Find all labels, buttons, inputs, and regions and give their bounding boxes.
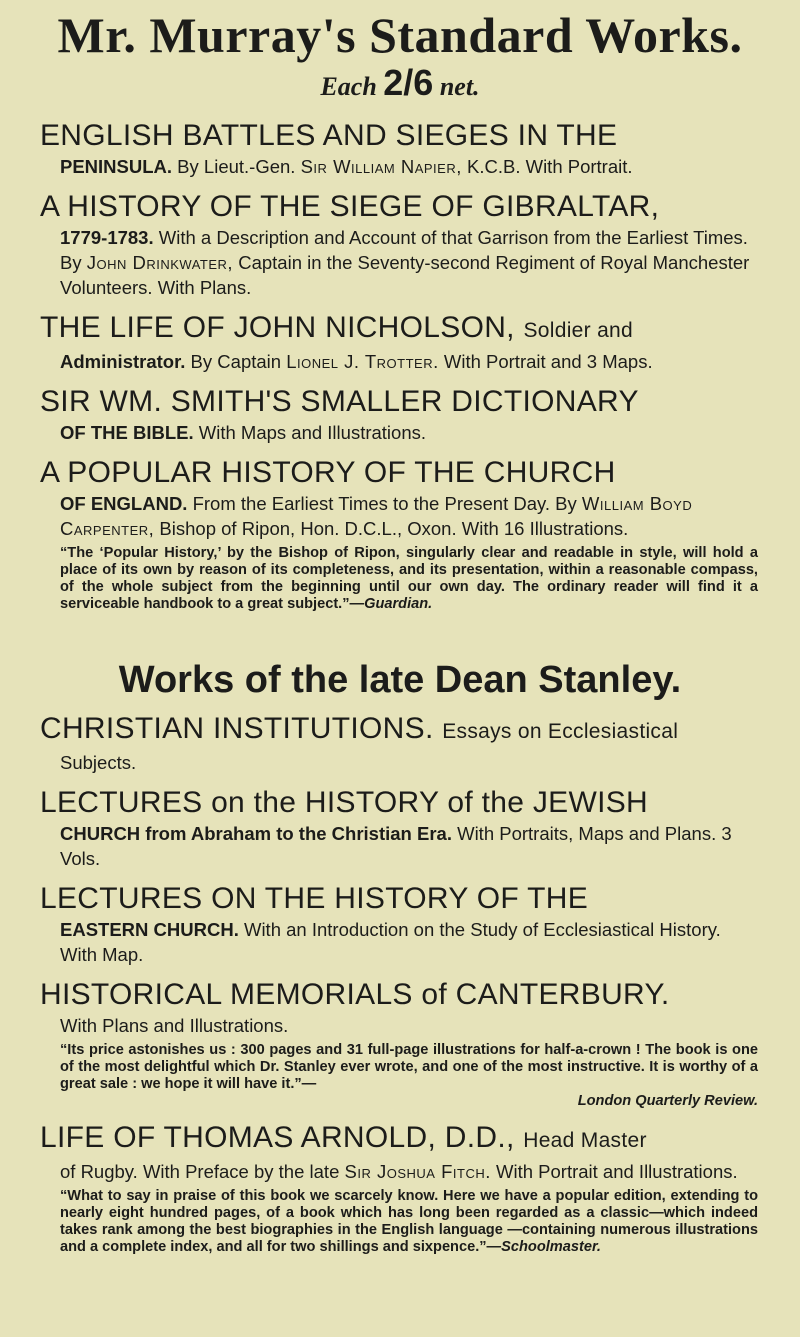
- book-text: of Rugby. With Preface by the late: [60, 1161, 345, 1182]
- book-entry: [40, 785, 758, 871]
- book-title: A HISTORY OF THE SIEGE OF GIBRALTAR,: [40, 190, 660, 223]
- price-line: [0, 62, 800, 104]
- price-net: net.: [439, 72, 480, 101]
- book-text-2: Captain in the Seventy-second Regiment of Royal Manchester Volunteers. With Plans.: [60, 252, 750, 298]
- book-title: [40, 310, 758, 349]
- book-entry: [40, 711, 758, 775]
- book-title-main: LIFE OF THOMAS ARNOLD, D.D.,: [40, 1121, 515, 1154]
- book-author: Sir William Napier,: [300, 156, 462, 177]
- book-text: With Plans and Illustrations.: [60, 1015, 289, 1036]
- book-text-2: With Portrait and 3 Maps.: [438, 351, 653, 372]
- book-review: [60, 1042, 758, 1110]
- book-author: William Boyd Carpenter,: [60, 493, 693, 539]
- book-title: SIR WM. SMITH'S SMALLER DICTIONARY: [40, 385, 639, 418]
- book-details: [40, 349, 758, 374]
- book-details: [40, 491, 758, 613]
- book-text: With a Description and Account of that Garrison from the Earliest Times. By: [60, 227, 748, 273]
- book-title: ENGLISH BATTLES AND SIEGES IN THE: [40, 119, 618, 152]
- book-entry: [40, 384, 758, 445]
- book-review: [60, 545, 758, 613]
- book-details: [40, 1013, 758, 1110]
- book-title-main: CHRISTIAN INSTITUTIONS.: [40, 712, 434, 745]
- book-title: [40, 711, 758, 750]
- book-title: HISTORICAL MEMORIALS of CANTERBURY.: [40, 978, 670, 1011]
- review-text: “What to say in praise of this book we scarcely know. Here we have a popular edition, extending to nearly eight hundred pages, of a book which has long been regarded as a classic—which indeed takes rank among the best biographies in the English language —containing numerous illustrations and a complete index, and all for two shillings and sixpence.”—: [60, 1188, 758, 1255]
- section-heading: Works of the late Dean Stanley.: [118, 659, 682, 701]
- book-author: John Drinkwater,: [86, 252, 234, 273]
- book-entry: [40, 310, 758, 374]
- book-text-2: K.C.B. With Portrait.: [461, 156, 633, 177]
- book-subtitle: PENINSULA.: [60, 156, 173, 177]
- book-details: [40, 821, 758, 871]
- book-title: LECTURES ON THE HISTORY OF THE: [40, 882, 589, 915]
- book-entry: [40, 881, 758, 967]
- book-entry: [40, 455, 758, 613]
- book-title-tail: Soldier and: [523, 319, 634, 342]
- price-each: Each: [320, 72, 377, 101]
- review-source: Guardian.: [364, 596, 433, 612]
- book-subtitle: 1779-1783.: [60, 227, 154, 248]
- book-title-tail: Essays on Ecclesiastical: [442, 720, 679, 743]
- book-text: With Maps and Illustrations.: [193, 422, 426, 443]
- book-details: [40, 1159, 758, 1256]
- book-text: By Lieut.-Gen.: [172, 156, 301, 177]
- book-text-2: Bishop of Ripon, Hon. D.C.L., Oxon. With 16 Illustrations.: [154, 518, 629, 539]
- page-title: Mr. Murray's Standard Works.: [57, 7, 743, 63]
- review-text: “Its price astonishes us : 300 pages and 31 full-page illustrations for half-a-crown ! The book is one of the most delightful which Dr. Stanley ever wrote, and one of the most instructive. It is worthy of a great sale : we hope it will have it.”—: [60, 1042, 758, 1092]
- book-details: [40, 917, 758, 967]
- book-entry: [40, 1120, 758, 1256]
- book-subtitle: CHURCH from Abraham to the Christian Era.: [60, 823, 452, 844]
- book-subtitle: Administrator.: [60, 351, 186, 372]
- book-author: Lionel J. Trotter.: [286, 351, 439, 372]
- book-title: LECTURES on the HISTORY of the JEWISH: [40, 786, 648, 819]
- book-text: With an Introduction on the Study of Ecclesiastical History. With Map.: [60, 919, 721, 965]
- book-subtitle: OF ENGLAND.: [60, 493, 188, 514]
- book-text-2: With Portrait and Illustrations.: [490, 1161, 738, 1182]
- book-title: [40, 1120, 758, 1159]
- book-review: [60, 1188, 758, 1256]
- book-title-main: THE LIFE OF JOHN NICHOLSON,: [40, 311, 515, 344]
- book-author: Sir Joshua Fitch.: [344, 1161, 491, 1182]
- book-entry: [40, 189, 758, 300]
- entries-list-a: [0, 118, 800, 613]
- book-entry: [40, 977, 758, 1110]
- book-text: By Captain: [185, 351, 287, 372]
- book-title: A POPULAR HISTORY OF THE CHURCH: [40, 456, 616, 489]
- book-text: From the Earliest Times to the Present Day. By: [187, 493, 582, 514]
- book-details: [40, 154, 758, 179]
- review-source: Schoolmaster.: [501, 1239, 601, 1255]
- page-header: [0, 0, 800, 104]
- entries-list-b: [0, 711, 800, 1256]
- book-entry: [40, 118, 758, 179]
- review-source: London Quarterly Review.: [577, 1093, 758, 1109]
- book-subtitle: OF THE BIBLE.: [60, 422, 194, 443]
- book-text: Subjects.: [60, 752, 137, 773]
- price-value: 2/6: [383, 62, 434, 103]
- book-subtitle: EASTERN CHURCH.: [60, 919, 239, 940]
- book-details: [40, 420, 758, 445]
- review-text: “The ‘Popular History,’ by the Bishop of Ripon, singularly clear and readable in style, will hold a place of its own by reason of its completeness, and its presentation, within a reasonable compass, of the whole subject from the beginning until our own day. The ordinary reader will find it a serviceable handbook to a great subject.”—: [60, 545, 758, 612]
- book-text: With Portraits, Maps and Plans. 3 Vols.: [60, 823, 732, 869]
- book-title-tail: Head Master: [523, 1129, 647, 1152]
- book-details: [40, 225, 758, 300]
- book-details: [40, 750, 758, 775]
